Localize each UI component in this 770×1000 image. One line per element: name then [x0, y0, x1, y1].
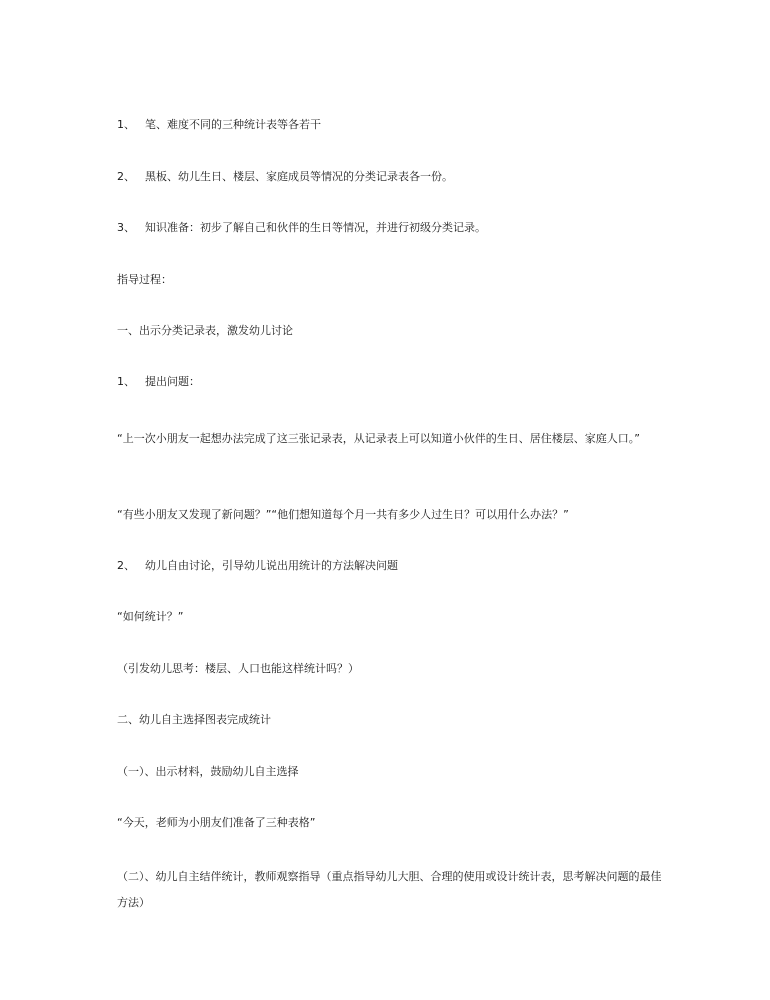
process-heading: 指导过程：: [117, 273, 172, 286]
material-item-1: [117, 112, 662, 138]
section1-step1: [117, 369, 662, 395]
section2-sub2: （二）、幼儿自主结伴统计，教师观察指导（重点指导幼儿大胆、合理的使用或设计统计表，思考解决问题的最佳方法）: [117, 870, 662, 909]
list-text: 幼儿自由讨论，引导幼儿说出用统计的方法解决问题: [145, 559, 398, 572]
section1-heading: 一、出示分类记录表，激发幼儿讨论: [117, 324, 293, 337]
material-item-2: [117, 164, 662, 190]
material-item-3: [117, 215, 662, 241]
section1-note: （引发幼儿思考：楼层、人口也能这样统计吗？）: [117, 662, 359, 675]
list-number: 1、: [117, 118, 135, 131]
section2-quote4: “今天，老师为小朋友们准备了三种表格”: [117, 816, 316, 829]
list-number: 1、: [117, 375, 135, 388]
list-text: 知识准备：初步了解自己和伙伴的生日等情况，并进行初级分类记录。: [145, 221, 486, 234]
section2-heading: 二、幼儿自主选择图表完成统计: [117, 713, 271, 726]
list-number: 2、: [117, 170, 135, 183]
list-number: 3、: [117, 221, 135, 234]
section1-step2: [117, 553, 662, 579]
list-text: 提出问题：: [145, 375, 200, 388]
list-number: 2、: [117, 559, 135, 572]
section2-sub1: （一）、出示材料，鼓励幼儿自主选择: [117, 765, 299, 778]
list-text: 笔、难度不同的三种统计表等各若干: [145, 118, 321, 131]
section1-quote2: “有些小朋友又发现了新问题？”“他们想知道每个月一共有多少人过生日？可以用什么办法？”: [117, 508, 569, 521]
list-text: 黑板、幼儿生日、楼层、家庭成员等情况的分类记录表各一份。: [145, 170, 453, 183]
section1-quote1: “上一次小朋友一起想办法完成了这三张记录表，从记录表上可以知道小伙伴的生日、居住楼层、家庭人口。”: [117, 432, 640, 445]
section1-quote3: “如何统计？”: [117, 610, 184, 623]
